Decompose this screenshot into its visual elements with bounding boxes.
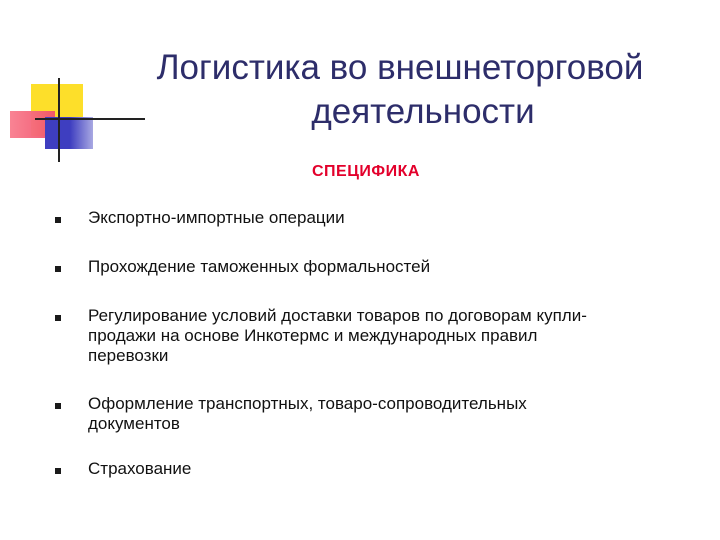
list-item-text: Прохождение таможенных формальностей — [88, 257, 431, 276]
list-item-text — [88, 394, 688, 434]
list-item-line: Оформление транспортных, товаро-сопроводительных — [88, 394, 527, 413]
list-item-line: Регулирование условий доставки товаров по договорам купли- — [88, 306, 587, 325]
list-item-text — [88, 306, 688, 366]
list-item-text: Страхование — [88, 459, 192, 478]
list-item-line: продажи на основе Инкотермс и международных правил — [88, 326, 538, 345]
bullet-square-icon — [55, 315, 61, 321]
slide-title-line-1: Логистика во внешнеторговой — [156, 48, 644, 87]
vertical-line — [58, 78, 60, 162]
slide-title — [100, 46, 700, 134]
slide-subtitle: СПЕЦИФИКА — [312, 163, 420, 180]
list-item-line: перевозки — [88, 346, 169, 365]
slide-title-line-2: деятельности — [311, 92, 535, 131]
bullet-square-icon — [55, 266, 61, 272]
bullet-square-icon — [55, 468, 61, 474]
blue-gradient — [70, 117, 93, 149]
bullet-square-icon — [55, 403, 61, 409]
list-item-line: документов — [88, 414, 180, 433]
list-item-text: Экспортно-импортные операции — [88, 208, 345, 227]
bullet-square-icon — [55, 217, 61, 223]
